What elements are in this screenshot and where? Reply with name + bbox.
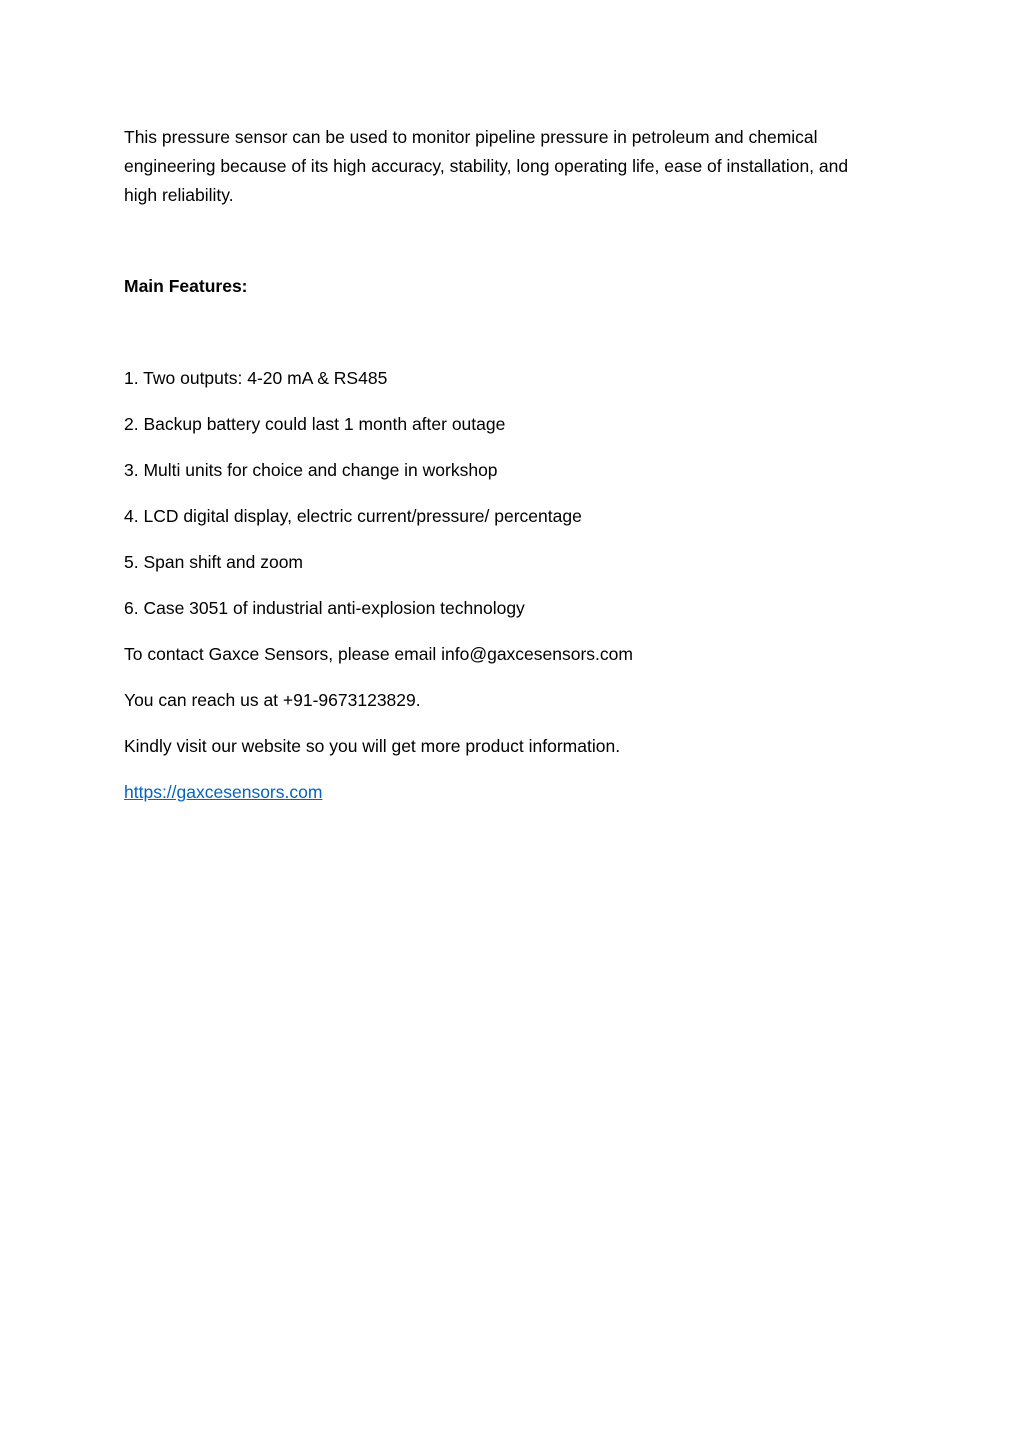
website-line: Kindly visit our website so you will get more product information.	[124, 736, 621, 756]
list-item: 4. LCD digital display, electric current/pressure/ percentage	[124, 506, 582, 526]
list-item: 2. Backup battery could last 1 month after outage	[124, 414, 506, 434]
list-item: 5. Span shift and zoom	[124, 552, 303, 572]
features-list	[124, 364, 884, 623]
website-link[interactable]: https://gaxcesensors.com	[124, 782, 323, 802]
phone-line: You can reach us at +91-9673123829.	[124, 690, 421, 710]
document-page	[124, 123, 884, 824]
main-features-heading: Main Features:	[124, 276, 248, 296]
list-item: 6. Case 3051 of industrial anti-explosion technology	[124, 598, 525, 618]
contact-email-line: To contact Gaxce Sensors, please email info@gaxcesensors.com	[124, 644, 633, 664]
list-item: 3. Multi units for choice and change in workshop	[124, 460, 498, 480]
website-link-line	[124, 778, 884, 807]
list-item: 1. Two outputs: 4-20 mA & RS485	[124, 368, 388, 388]
intro-paragraph: This pressure sensor can be used to monitor pipeline pressure in petroleum and chemical engineering because of its high accuracy, stability, long operating life, ease of installation, and high reliability.	[124, 127, 849, 205]
